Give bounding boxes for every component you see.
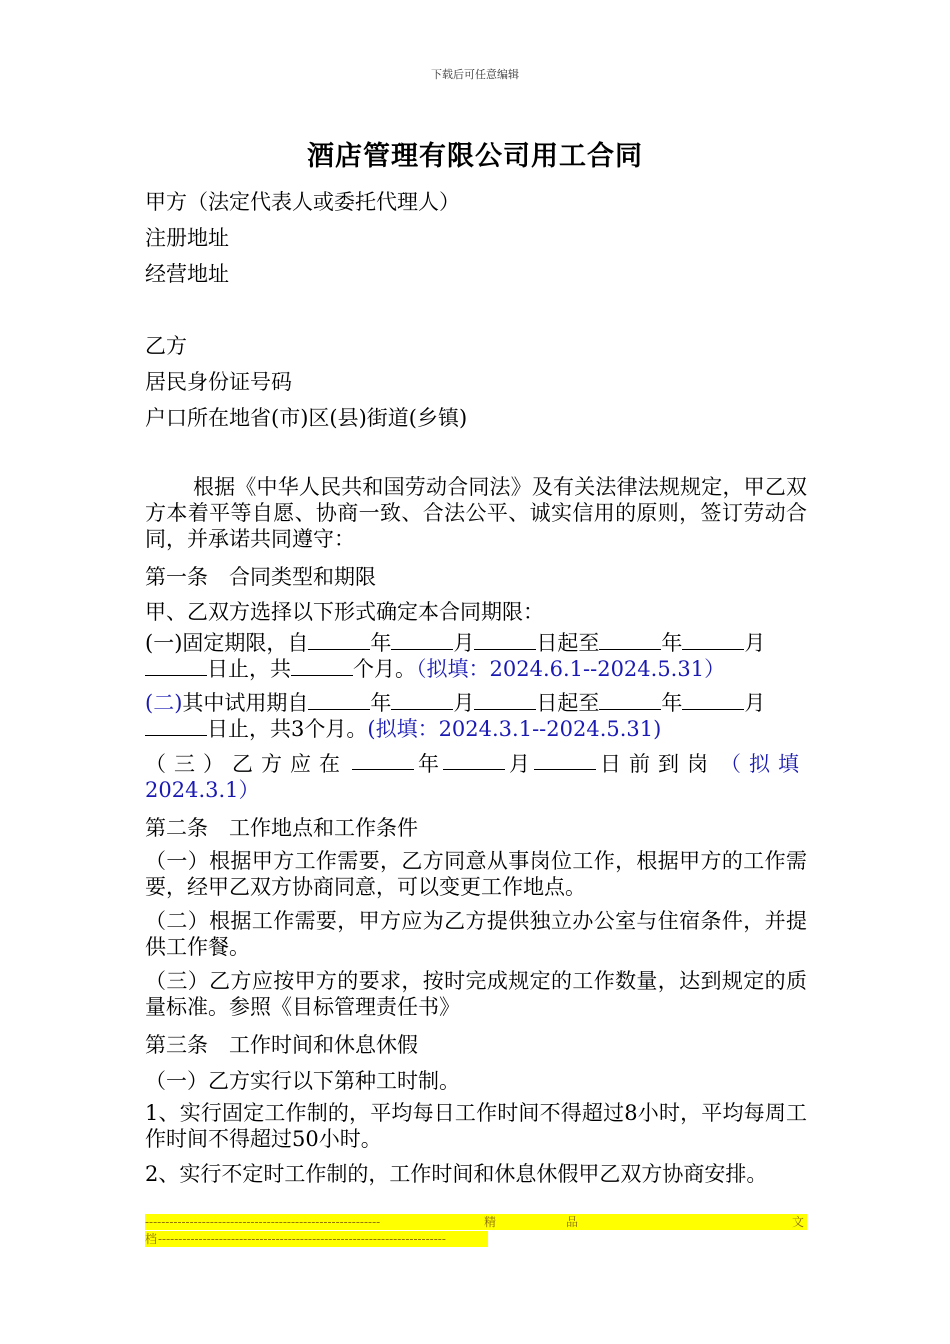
party-b-id-line: 居民身份证号码 xyxy=(145,370,292,394)
party-b-line: 乙方 xyxy=(145,334,187,358)
year-label: 年 xyxy=(418,752,439,776)
article2-item1: （一）根据甲方工作需要，乙方同意从事岗位工作，根据甲方的工作需要，经甲乙双方协商同意，可以变更工作地点。 xyxy=(145,849,807,899)
party-b-hukou-line: 户口所在地省(市)区(县)街道(乡镇) xyxy=(145,406,468,430)
blank-day2 xyxy=(145,717,207,736)
blank-year xyxy=(308,691,370,710)
item1-text: (一)固定期限，自 xyxy=(145,631,309,655)
item3-text: （三）乙方应在 xyxy=(145,752,348,776)
article2-item3: （三）乙方应按甲方的要求，按时完成规定的工作数量，达到规定的质量标准。参照《目标管理责任书》 xyxy=(145,969,807,1019)
year-label: 年 xyxy=(370,691,392,715)
article2-heading: 第二条 工作地点和工作条件 xyxy=(145,816,418,840)
blank-year xyxy=(308,631,370,650)
intro-paragraph: 根据《中华人民共和国劳动合同法》及有关法律法规规定，甲乙双方本着平等自愿、协商一致、合法公平、诚实信用的原则，签订劳动合同，并承诺共同遵守： xyxy=(145,475,807,551)
footer-dashes-right: ----------------------------------------------------------------------- xyxy=(158,1232,446,1246)
months-label: 个月。 xyxy=(353,657,416,681)
month-label: 月 xyxy=(509,752,530,776)
blank-month xyxy=(391,631,453,650)
contract-title: 酒店管理有限公司用工合同 xyxy=(307,141,643,172)
month-label: 月 xyxy=(453,631,475,655)
blank-month xyxy=(391,691,453,710)
item2-label: (二) xyxy=(145,691,183,715)
footer-pin: 品 xyxy=(566,1215,579,1229)
month-label: 月 xyxy=(453,691,475,715)
item3-note2: 2024.3.1） xyxy=(145,778,260,802)
article1-lead: 甲、乙双方选择以下形式确定本合同期限： xyxy=(145,600,544,624)
item2-note: (拟填：2024.3.1--2024.5.31) xyxy=(367,717,662,741)
article1-heading: 第一条 合同类型和期限 xyxy=(145,565,376,589)
article1-item1 xyxy=(145,630,807,682)
article1-item3 xyxy=(145,751,807,803)
from-to-label: 日起至 xyxy=(536,631,600,655)
article3-lead: （一）乙方实行以下第种工时制。 xyxy=(145,1069,460,1093)
party-a-biz-address: 经营地址 xyxy=(145,262,229,286)
blank-month xyxy=(443,751,505,770)
footer-wen: 文 xyxy=(792,1215,805,1229)
footer-jing: 精 xyxy=(484,1215,497,1229)
year2-label: 年 xyxy=(661,691,683,715)
month2-label: 月 xyxy=(744,691,766,715)
article3-item2: 2、实行不定时工作制的，工作时间和休息休假甲乙双方协商安排。 xyxy=(145,1162,768,1186)
article2-item2: （二）根据工作需要，甲方应为乙方提供独立办公室与住宿条件，并提供工作餐。 xyxy=(145,909,807,959)
party-a-reg-address: 注册地址 xyxy=(145,226,229,250)
header-note: 下载后可任意编辑 xyxy=(431,68,519,81)
blank-day xyxy=(534,751,596,770)
blank-month2 xyxy=(682,631,744,650)
article3-heading: 第三条 工作时间和休息休假 xyxy=(145,1033,418,1057)
item1-note: （拟填：2024.6.1--2024.5.31） xyxy=(416,657,726,681)
year-label: 年 xyxy=(370,631,392,655)
item3-row xyxy=(145,751,807,777)
year2-label: 年 xyxy=(661,631,683,655)
blank-month2 xyxy=(682,691,744,710)
blank-day xyxy=(474,631,536,650)
blank-year xyxy=(352,751,414,770)
blank-day xyxy=(474,691,536,710)
blank-year2 xyxy=(599,631,661,650)
blank-count xyxy=(291,657,353,676)
item3-note: （拟填 xyxy=(720,752,807,776)
from-to-label: 日起至 xyxy=(536,691,600,715)
until-label: 日止，共3个月。 xyxy=(207,717,368,741)
item2-text: 其中试用期自 xyxy=(182,691,309,715)
footer-dashes-left: ---------------------------------------------------------- xyxy=(145,1215,381,1229)
party-a-line: 甲方（法定代表人或委托代理人） xyxy=(145,190,460,214)
blank-day2 xyxy=(145,657,207,676)
article3-item1: 1、实行固定工作制的，平均每日工作时间不得超过8小时，平均每周工作时间不得超过50小时。 xyxy=(145,1101,807,1151)
article1-item2 xyxy=(145,690,807,742)
blank-year2 xyxy=(599,691,661,710)
day-label: 日前到岗 xyxy=(600,752,716,776)
until-label: 日止，共 xyxy=(207,657,291,681)
footer-dang: 档 xyxy=(145,1232,158,1246)
month2-label: 月 xyxy=(744,631,766,655)
